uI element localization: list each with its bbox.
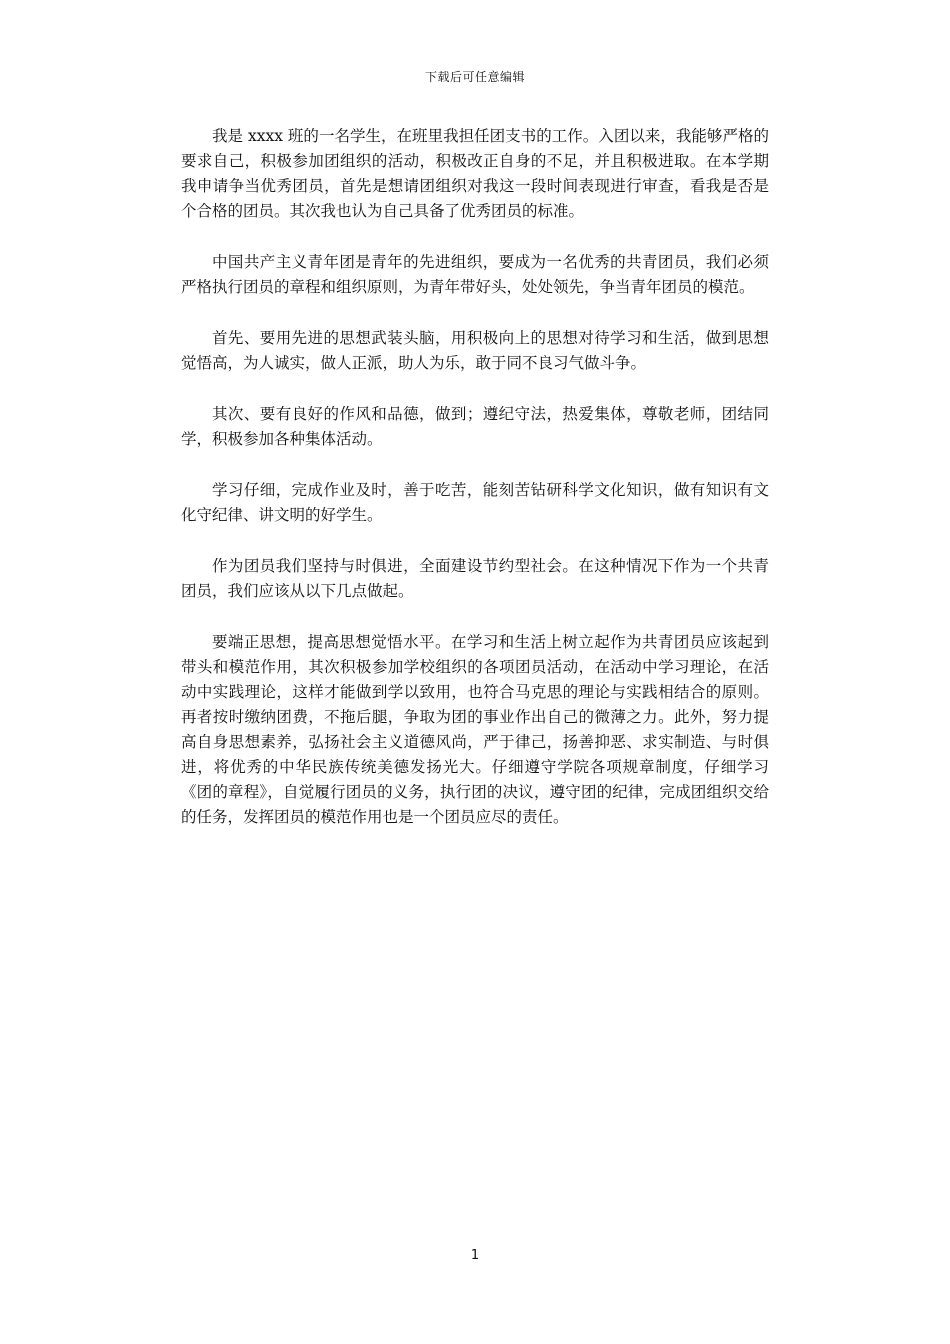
paragraph-first-point: 首先、要用先进的思想武装头脑，用积极向上的思想对待学习和生活，做到思想觉悟高，为人诚实，做人正派，助人为乐，敢于同不良习气做斗争。 xyxy=(181,329,769,372)
paragraph-intro: 我是 xxxx 班的一名学生，在班里我担任团支书的工作。入团以来，我能够严格的要求自己，积极参加团组织的活动，积极改正自身的不足，并且积极进取。在本学期我申请争当优秀团员，首先是想请团组织对我这一段时间表现进行审查，看我是否是个合格的团员。其次我也认为自己具备了优秀团员的标准。 xyxy=(181,127,769,220)
paragraph-second-point: 其次、要有良好的作风和品德，做到；遵纪守法，热爱集体，尊敬老师，团结同学，积极参加各种集体活动。 xyxy=(181,405,769,448)
document-body xyxy=(181,124,769,856)
paragraph-keep-pace: 作为团员我们坚持与时俱进，全面建设节约型社会。在这种情况下作为一个共青团员，我们应该从以下几点做起。 xyxy=(181,557,769,600)
page-header: 下载后可任意编辑 xyxy=(424,70,525,84)
paragraph-league-organization: 中国共产主义青年团是青年的先进组织，要成为一名优秀的共青团员，我们必须严格执行团员的章程和组织原则，为青年带好头，处处领先，争当青年团员的模范。 xyxy=(181,253,769,296)
paragraph-correct-thinking: 要端正思想，提高思想觉悟水平。在学习和生活上树立起作为共青团员应该起到带头和模范作用，其次积极参加学校组织的各项团员活动，在活动中学习理论，在活动中实践理论，这样才能做到学以致用，也符合马克思的理论与实践相结合的原则。再者按时缴纳团费，不拖后腿，争取为团的事业作出自己的微薄之力。此外，努力提高自身思想素养，弘扬社会主义道德风尚，严于律己，扬善抑恶、求实制造、与时俱进，将优秀的中华民族传统美德发扬光大。仔细遵守学院各项规章制度，仔细学习《团的章程》，自觉履行团员的义务，执行团的决议，遵守团的纪律，完成团组织交给的任务，发挥团员的模范作用也是一个团员应尽的责任。 xyxy=(181,633,769,826)
paragraph-study: 学习仔细，完成作业及时，善于吃苦，能刻苦钻研科学文化知识，做有知识有文化守纪律、讲文明的好学生。 xyxy=(181,481,769,524)
page-number: 1 xyxy=(470,1248,480,1263)
